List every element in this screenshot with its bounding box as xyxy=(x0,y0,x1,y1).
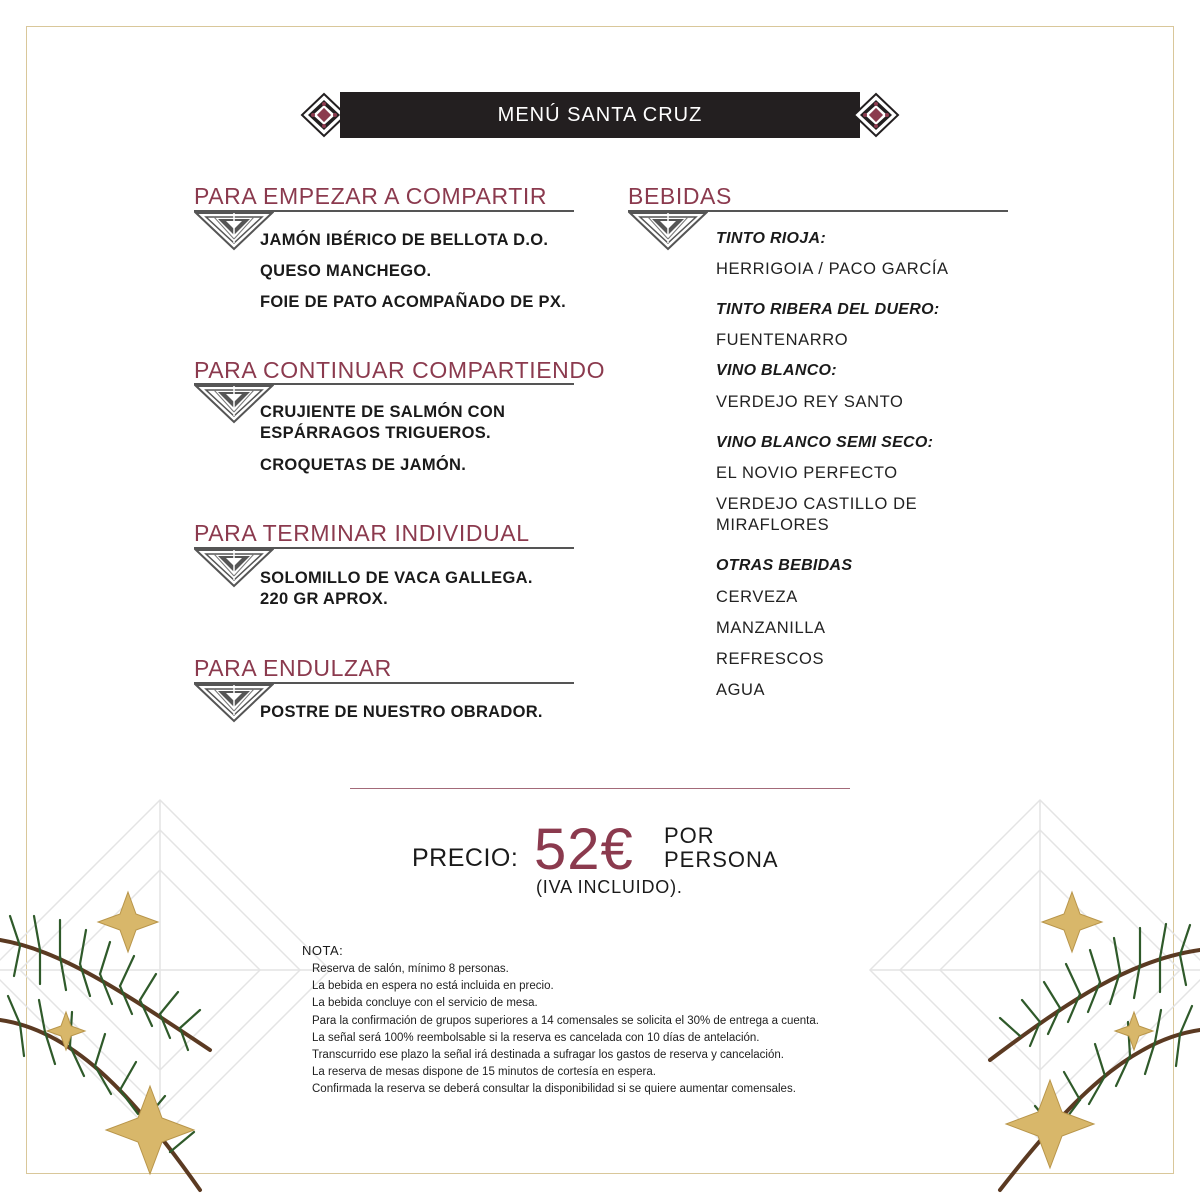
menu-title: MENÚ SANTA CRUZ xyxy=(497,104,703,126)
menu-item: CRUJIENTE DE SALMÓN CON xyxy=(260,403,506,421)
price-divider xyxy=(350,788,850,789)
drink-item: VERDEJO CASTILLO DE xyxy=(716,495,918,513)
drink-item: MIRAFLORES xyxy=(716,516,830,534)
drink-category: VINO BLANCO SEMI SECO: xyxy=(716,434,934,451)
price-per-person xyxy=(664,824,779,872)
drink-category: TINTO RIBERA DEL DUERO: xyxy=(716,301,940,318)
section-title-drinks: BEBIDAS xyxy=(628,183,732,209)
note-line: Para la confirmación de grupos superiores a 14 comensales se solicita el 30% de entrega a cuenta. xyxy=(312,1014,819,1027)
menu-item: SOLOMILLO DE VACA GALLEGA. xyxy=(260,569,533,587)
price-tax-note: (IVA INCLUIDO). xyxy=(536,877,683,897)
drink-item: VERDEJO REY SANTO xyxy=(716,393,904,411)
section-title-main: PARA TERMINAR INDIVIDUAL xyxy=(194,520,530,546)
note-line: Transcurrido ese plazo la señal irá destinada a sufragar los gastos de reserva y cancelación. xyxy=(312,1049,784,1062)
drink-item: CERVEZA xyxy=(716,588,798,606)
right-diamond-ornament-icon xyxy=(852,92,900,138)
note-line: La bebida concluye con el servicio de mesa. xyxy=(312,997,538,1010)
drink-category: OTRAS BEBIDAS xyxy=(716,557,853,574)
notes-title: NOTA: xyxy=(302,943,344,958)
note-line: Confirmada la reserva se deberá consultar la disponibilidad si se quiere aumentar comensales. xyxy=(312,1083,796,1096)
drink-item: REFRESCOS xyxy=(716,650,825,668)
drink-item: MANZANILLA xyxy=(716,619,826,637)
drink-item: HERRIGOIA / PACO GARCÍA xyxy=(716,260,949,278)
section-title-dessert: PARA ENDULZAR xyxy=(194,655,392,681)
price-per-line1: POR xyxy=(664,823,715,848)
menu-item: POSTRE DE NUESTRO OBRADOR. xyxy=(260,703,543,721)
drink-item: FUENTENARRO xyxy=(716,331,849,349)
menu-item: ESPÁRRAGOS TRIGUEROS. xyxy=(260,424,491,442)
price-label: PRECIO: xyxy=(412,844,519,872)
note-line: La bebida en espera no está incluida en precio. xyxy=(312,980,554,993)
drink-category: VINO BLANCO: xyxy=(716,362,837,379)
note-line: Reserva de salón, mínimo 8 personas. xyxy=(312,963,509,975)
triangle-ornament-icon xyxy=(628,211,708,251)
price-per-line2: PERSONA xyxy=(664,847,779,872)
note-line: La reserva de mesas dispone de 15 minutos de cortesía en espera. xyxy=(312,1066,656,1079)
note-line: La señal será 100% reembolsable si la reserva es cancelada con 10 días de antelación. xyxy=(312,1031,760,1044)
menu-title-banner xyxy=(300,92,900,138)
menu-item: QUESO MANCHEGO. xyxy=(260,262,432,280)
drink-item: AGUA xyxy=(716,681,766,699)
menu-item: CROQUETAS DE JAMÓN. xyxy=(260,456,467,474)
drink-item: EL NOVIO PERFECTO xyxy=(716,464,898,482)
drink-category: TINTO RIOJA: xyxy=(716,230,826,247)
notes-list xyxy=(312,961,932,1099)
menu-item: FOIE DE PATO ACOMPAÑADO DE PX. xyxy=(260,293,567,311)
price-value: 52€ xyxy=(534,817,634,882)
section-title-starters: PARA EMPEZAR A COMPARTIR xyxy=(194,183,548,209)
menu-item: JAMÓN IBÉRICO DE BELLOTA D.O. xyxy=(260,231,549,249)
menu-item: 220 GR APROX. xyxy=(260,590,388,608)
section-title-sharing: PARA CONTINUAR COMPARTIENDO xyxy=(194,357,606,383)
